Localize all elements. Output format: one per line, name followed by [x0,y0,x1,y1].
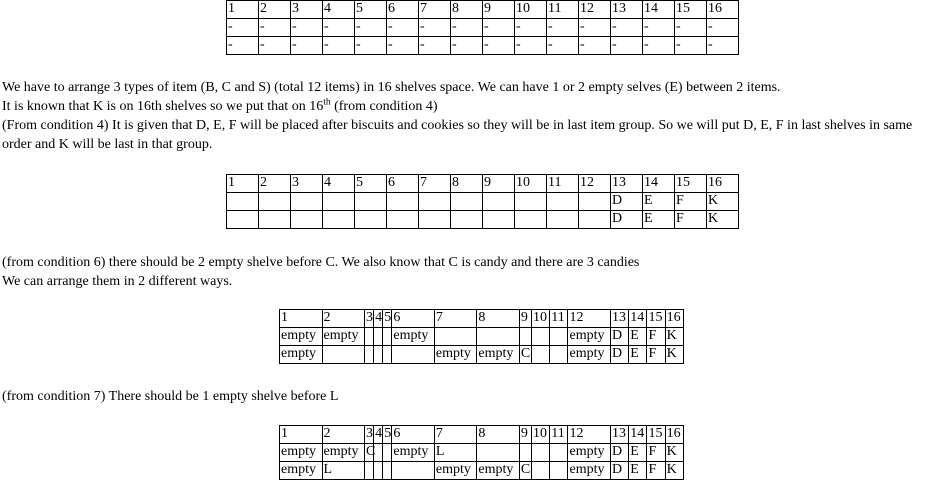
shelf-cell: - [707,37,739,55]
shelf-number-2: 2 [322,426,365,444]
shelf-number-12: 12 [568,310,611,328]
shelf-number-9: 9 [483,175,515,193]
shelf-cell: K [707,211,739,229]
shelf-cell [374,328,383,346]
shelf-cell: F [675,193,707,211]
shelf-cell [579,211,611,229]
shelf-cell [374,462,383,480]
shelf-number-5: 5 [383,310,392,328]
shelf-number-12: 12 [579,1,611,19]
shelf-cell: L [322,462,365,480]
shelf-cell [259,211,291,229]
shelf-cell: C [519,462,531,480]
intro-line-3: (From condition 4) It is given that D, E, F will be placed after biscuits and cookies so they will be in last item group. So we will put D, E, F in last shelves in same order and K will be last in that group. [2,118,913,152]
shelf-number-5: 5 [355,1,387,19]
shelf-cell: K [665,328,683,346]
shelf-cell: empty [568,346,611,364]
shelf-cell [322,346,365,364]
shelf-cell: - [419,37,451,55]
shelf-cell: empty [477,462,520,480]
shelf-cell [387,211,419,229]
shelf-cell [477,328,520,346]
shelf-cell: C [519,346,531,364]
table-row [227,19,739,37]
shelf-cell: E [629,462,647,480]
shelf-cell [419,211,451,229]
shelf-cell: K [665,444,683,462]
table-row [227,193,739,211]
shelf-number-16: 16 [707,175,739,193]
shelf-cell: F [675,211,707,229]
shelf-number-13: 13 [611,310,629,328]
shelf-cell [383,462,392,480]
shelf-number-3: 3 [291,1,323,19]
shelf-number-16: 16 [707,1,739,19]
shelf-number-15: 15 [647,310,665,328]
shelf-table-candy-options [279,309,684,364]
shelf-cell: - [291,37,323,55]
shelf-cell: C [365,444,374,462]
shelf-cell [355,211,387,229]
shelf-cell: empty [322,328,365,346]
paragraph-condition-7 [2,387,938,406]
shelf-number-1: 1 [227,1,259,19]
shelf-cell: empty [280,462,323,480]
shelf-cell [323,211,355,229]
shelf-number-8: 8 [477,426,520,444]
shelf-cell: - [387,19,419,37]
shelf-cell: - [515,19,547,37]
shelf-number-4: 4 [374,310,383,328]
shelf-cell [579,193,611,211]
shelf-cell [515,211,547,229]
header-row [227,1,739,19]
shelf-number-13: 13 [611,175,643,193]
shelf-number-1: 1 [280,426,323,444]
shelf-number-9: 9 [483,1,515,19]
shelf-number-7: 7 [434,310,477,328]
shelf-number-14: 14 [629,426,647,444]
shelf-number-7: 7 [419,175,451,193]
shelf-cell: E [643,193,675,211]
shelf-cell [227,211,259,229]
shelf-cell: D [611,346,629,364]
shelf-cell: - [451,37,483,55]
table-row [280,328,684,346]
shelf-cell: - [643,19,675,37]
shelf-cell: empty [568,444,611,462]
shelf-cell [451,193,483,211]
shelf-number-9: 9 [519,310,531,328]
shelf-number-2: 2 [259,1,291,19]
intro-line-2: It is known that K is on 16th shelves so we put that on 16th (from condition 4) [2,97,438,114]
shelf-cell: - [483,19,515,37]
shelf-cell: empty [568,328,611,346]
shelf-cell: - [547,19,579,37]
shelf-cell: F [647,328,665,346]
shelf-cell [550,328,568,346]
shelf-number-6: 6 [387,175,419,193]
shelf-cell: empty [280,444,323,462]
shelf-cell [532,346,550,364]
shelf-cell [550,462,568,480]
shelf-cell: - [579,19,611,37]
shelf-cell: - [707,19,739,37]
header-row [280,310,684,328]
shelf-cell: - [227,37,259,55]
shelf-cell: empty [280,328,323,346]
shelf-cell: - [611,37,643,55]
shelf-number-4: 4 [323,175,355,193]
shelf-cell: empty [280,346,323,364]
shelf-cell: E [643,211,675,229]
table-row [280,444,684,462]
shelf-cell [477,444,520,462]
shelf-number-1: 1 [227,175,259,193]
shelf-cell [550,346,568,364]
shelf-number-7: 7 [434,426,477,444]
shelf-number-2: 2 [322,310,365,328]
shelf-cell [532,462,550,480]
shelf-cell [323,193,355,211]
shelf-cell [291,193,323,211]
shelf-cell: - [483,37,515,55]
shelf-cell: F [647,444,665,462]
shelf-cell: E [629,346,647,364]
intro-line-1: We have to arrange 3 types of item (B, C and S) (total 12 items) in 16 shelves space. We can have 1 or 2 empty selves (E) between 2 items. [2,80,781,95]
shelf-cell: empty [392,444,435,462]
shelf-cell: - [291,19,323,37]
shelf-number-16: 16 [665,426,683,444]
shelf-cell: F [647,462,665,480]
shelf-cell: - [547,37,579,55]
shelf-cell [392,346,435,364]
table-row [227,37,739,55]
shelf-cell [419,193,451,211]
shelf-number-12: 12 [568,426,611,444]
shelf-number-12: 12 [579,175,611,193]
shelf-number-15: 15 [675,1,707,19]
shelf-number-10: 10 [515,175,547,193]
shelf-number-3: 3 [365,426,374,444]
shelf-number-8: 8 [477,310,520,328]
shelf-cell: - [387,37,419,55]
shelf-cell: - [259,37,291,55]
shelf-cell [227,193,259,211]
shelf-cell [374,346,383,364]
shelf-cell: - [675,19,707,37]
shelf-number-11: 11 [550,310,568,328]
shelf-cell: D [611,193,643,211]
shelf-table-def-k [226,174,739,229]
shelf-cell: - [611,19,643,37]
shelf-cell [547,193,579,211]
shelf-cell [532,444,550,462]
shelf-number-13: 13 [611,1,643,19]
shelf-cell: empty [322,444,365,462]
shelf-number-10: 10 [532,310,550,328]
shelf-number-15: 15 [647,426,665,444]
shelf-cell [355,193,387,211]
shelf-number-1: 1 [280,310,323,328]
shelf-cell: - [643,37,675,55]
table-row [280,346,684,364]
shelf-cell [383,444,392,462]
shelf-cell: - [355,19,387,37]
shelf-number-8: 8 [451,1,483,19]
shelf-number-4: 4 [323,1,355,19]
shelf-number-6: 6 [392,310,435,328]
shelf-cell: K [707,193,739,211]
table-row [227,211,739,229]
shelf-number-3: 3 [291,175,323,193]
shelf-cell: - [227,19,259,37]
shelf-number-8: 8 [451,175,483,193]
shelf-cell: - [451,19,483,37]
shelf-cell: empty [392,328,435,346]
shelf-cell: K [665,346,683,364]
shelf-number-15: 15 [675,175,707,193]
condition-7-line-1: (from condition 7) There should be 1 empty shelve before L [2,389,339,404]
shelf-cell [365,462,374,480]
shelf-cell: K [665,462,683,480]
shelf-table-initial [226,0,739,55]
shelf-number-10: 10 [532,426,550,444]
shelf-cell [259,193,291,211]
shelf-number-9: 9 [519,426,531,444]
shelf-number-14: 14 [643,1,675,19]
shelf-number-4: 4 [374,426,383,444]
shelf-cell: - [259,19,291,37]
shelf-cell [519,444,531,462]
shelf-cell: empty [434,462,477,480]
shelf-cell [547,211,579,229]
shelf-cell: E [629,328,647,346]
shelf-number-14: 14 [629,310,647,328]
shelf-number-11: 11 [547,175,579,193]
header-row [227,175,739,193]
paragraph-condition-6 [2,253,938,291]
shelf-cell [532,328,550,346]
shelf-cell: - [515,37,547,55]
shelf-number-10: 10 [515,1,547,19]
condition-6-line-2: We can arrange them in 2 different ways. [2,274,233,289]
shelf-number-3: 3 [365,310,374,328]
shelf-cell: - [323,19,355,37]
shelf-number-6: 6 [387,1,419,19]
shelf-cell: - [675,37,707,55]
shelf-number-2: 2 [259,175,291,193]
shelf-cell: L [434,444,477,462]
paragraph-arrangement-intro [2,78,938,154]
shelf-table-l-placement [279,425,684,480]
shelf-cell: - [355,37,387,55]
shelf-cell: D [611,328,629,346]
shelf-cell: D [611,444,629,462]
shelf-cell [365,328,374,346]
shelf-number-11: 11 [547,1,579,19]
shelf-cell [515,193,547,211]
shelf-number-16: 16 [665,310,683,328]
shelf-cell [451,211,483,229]
shelf-cell [519,328,531,346]
shelf-number-14: 14 [643,175,675,193]
shelf-cell: D [611,211,643,229]
shelf-cell [392,462,435,480]
shelf-cell [483,193,515,211]
shelf-number-5: 5 [383,426,392,444]
shelf-number-11: 11 [550,426,568,444]
shelf-cell: - [579,37,611,55]
shelf-cell: empty [477,346,520,364]
shelf-number-5: 5 [355,175,387,193]
shelf-cell [434,328,477,346]
shelf-cell [383,328,392,346]
shelf-cell [383,346,392,364]
shelf-number-13: 13 [611,426,629,444]
shelf-cell [483,211,515,229]
header-row [280,426,684,444]
shelf-cell: E [629,444,647,462]
table-row [280,462,684,480]
shelf-cell [550,444,568,462]
shelf-cell [291,211,323,229]
shelf-cell: F [647,346,665,364]
shelf-cell: empty [568,462,611,480]
shelf-cell [387,193,419,211]
shelf-number-7: 7 [419,1,451,19]
shelf-cell: empty [434,346,477,364]
shelf-cell: - [419,19,451,37]
shelf-number-6: 6 [392,426,435,444]
shelf-cell: - [323,37,355,55]
shelf-cell [365,346,374,364]
shelf-cell: D [611,462,629,480]
condition-6-line-1: (from condition 6) there should be 2 empty shelve before C. We also know that C is candy and there are 3 candies [2,255,640,270]
